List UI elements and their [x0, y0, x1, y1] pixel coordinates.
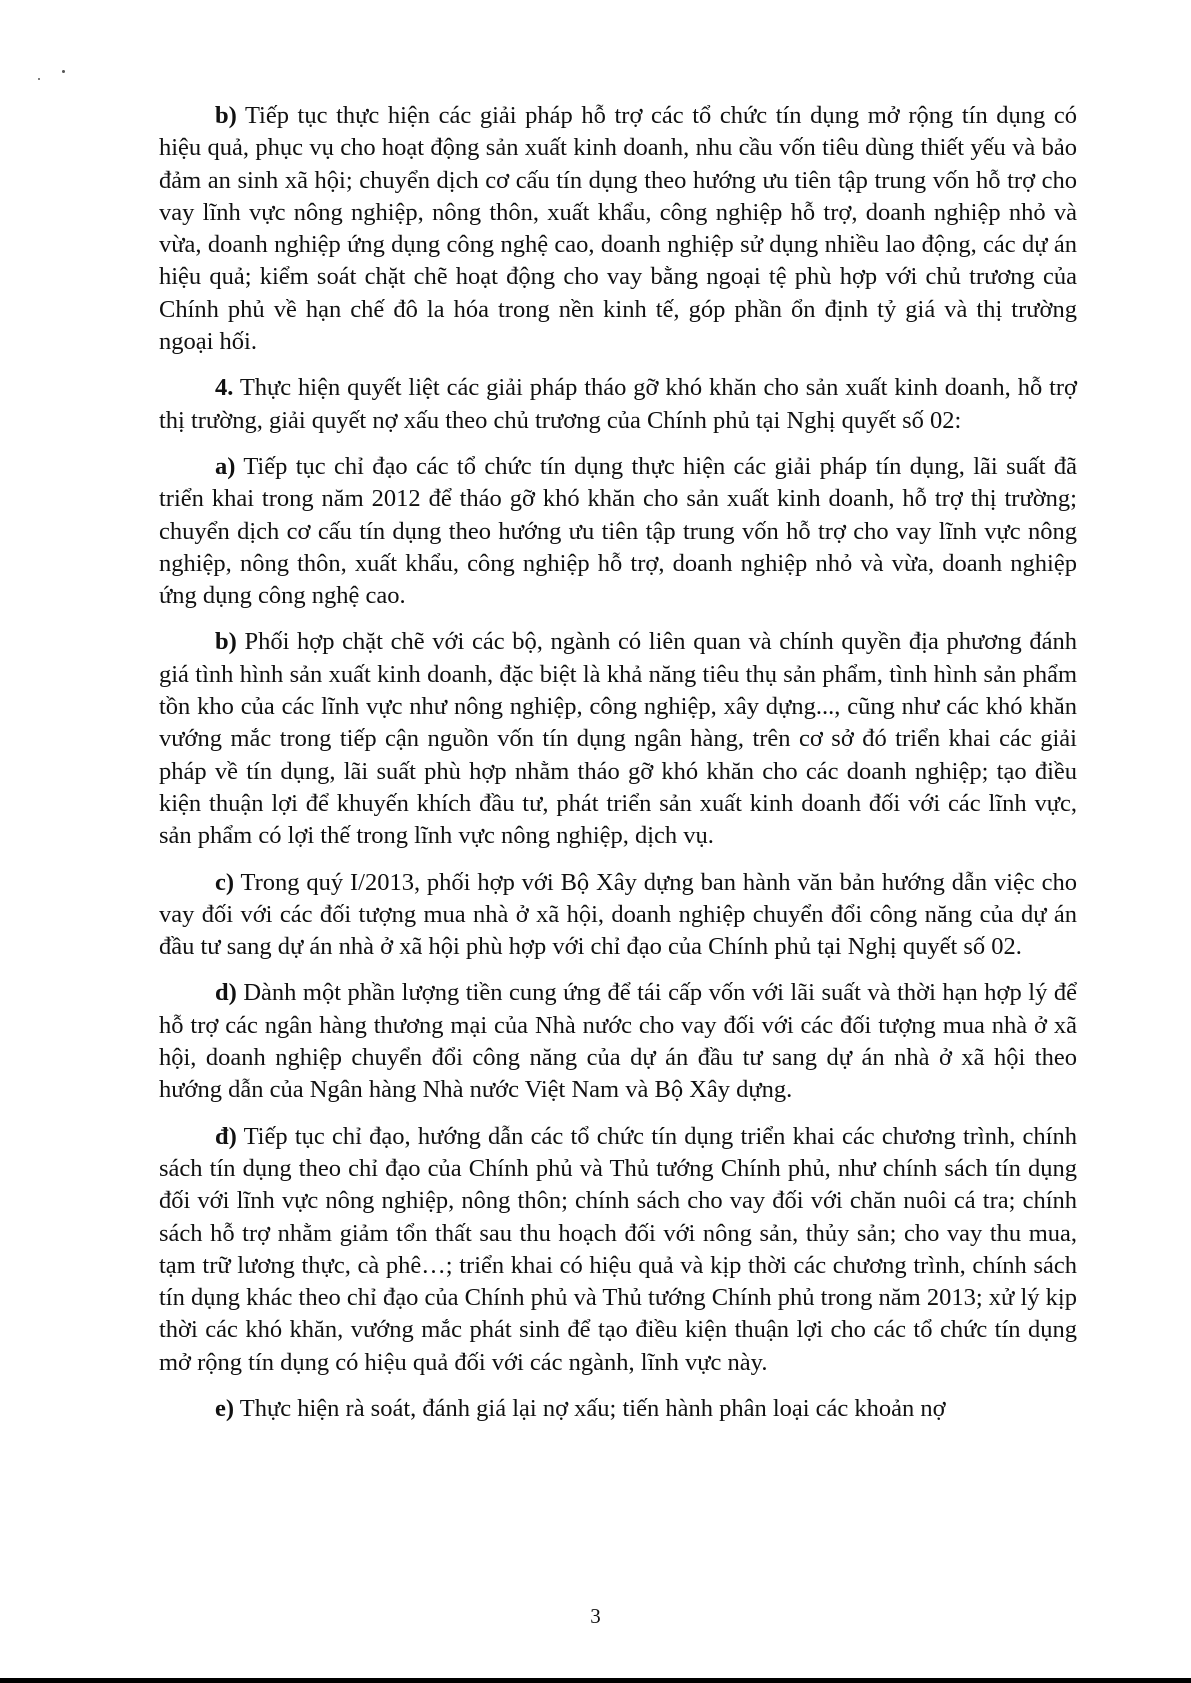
paragraph-4dd [159, 1121, 1077, 1379]
page-number: 3 [590, 1604, 601, 1628]
paragraph-marker: e) [215, 1394, 235, 1422]
paragraph-marker: b) [215, 628, 237, 656]
paragraph-4d [159, 977, 1077, 1106]
scan-speck [62, 70, 65, 73]
paragraph-marker: d) [215, 979, 237, 1007]
paragraph-3b [159, 100, 1077, 358]
paragraph-4c [159, 867, 1077, 964]
paragraph-text: Phối hợp chặt chẽ với các bộ, ngành có liên quan và chính quyền địa phương đánh giá tình hình sản xuất kinh doanh, đặc biệt là khả năng tiêu thụ sản phẩm, tình hình sản phẩm tồn kho của các lĩnh vực như nông nghiệp, công nghiệp, xây dựng..., cũng như các khó khăn vướng mắc trong tiếp cận nguồn vốn tín dụng ngân hàng, trên cơ sở đó triển khai các giải pháp về tín dụng, lãi suất phù hợp nhằm tháo gỡ khó khăn cho các doanh nghiệp; tạo điều kiện thuận lợi để khuyến khích đầu tư, phát triển sản xuất kinh doanh đối với các lĩnh vực, sản phẩm có lợi thế trong lĩnh vực nông nghiệp, dịch vụ. [159, 628, 1077, 850]
paragraph-4e [159, 1393, 1077, 1425]
paragraph-marker: 4. [215, 374, 234, 402]
scan-speck [38, 78, 40, 80]
paragraph-marker: a) [215, 452, 236, 480]
scan-edge-divider [0, 1678, 1191, 1683]
paragraph-text: Tiếp tục chỉ đạo, hướng dẫn các tổ chức tín dụng triển khai các chương trình, chính sách tín dụng theo chỉ đạo của Chính phủ và Thủ tướng Chính phủ, như chính sách tín dụng đối với lĩnh vực nông nghiệp, nông thôn; chính sách cho vay đối với chăn nuôi cá tra; chính sách hỗ trợ nhằm giảm tổn thất sau thu hoạch đối với nông sản, thủy sản; cho vay thu mua, tạm trữ lương thực, cà phê…; triển khai có hiệu quả và kịp thời các chương trình, chính sách tín dụng khác theo chỉ đạo của Chính phủ và Thủ tướng Chính phủ trong năm 2013; xử lý kịp thời các khó khăn, vướng mắc phát sinh để tạo điều kiện thuận lợi cho các tổ chức tín dụng mở rộng tín dụng có hiệu quả đối với các ngành, lĩnh vực này. [159, 1122, 1077, 1376]
paragraph-4a [159, 451, 1077, 612]
paragraph-text: Thực hiện quyết liệt các giải pháp tháo gỡ khó khăn cho sản xuất kinh doanh, hỗ trợ thị trường, giải quyết nợ xấu theo chủ trương của Chính phủ tại Nghị quyết số 02: [159, 374, 1077, 434]
paragraph-4 [159, 372, 1077, 437]
paragraph-text: Tiếp tục chỉ đạo các tổ chức tín dụng thực hiện các giải pháp tín dụng, lãi suất đã triển khai trong năm 2012 để tháo gỡ khó khăn cho sản xuất kinh doanh, hỗ trợ thị trường; chuyển dịch cơ cấu tín dụng theo hướng ưu tiên tập trung vốn hỗ trợ cho vay lĩnh vực nông nghiệp, nông thôn, xuất khẩu, công nghiệp hỗ trợ, doanh nghiệp nhỏ và vừa, doanh nghiệp ứng dụng công nghệ cao. [159, 452, 1077, 610]
paragraph-4b [159, 626, 1077, 852]
paragraph-text: Trong quý I/2013, phối hợp với Bộ Xây dựng ban hành văn bản hướng dẫn việc cho vay đối với các đối tượng mua nhà ở xã hội, doanh nghiệp chuyển đổi công năng của dự án đầu tư sang dự án nhà ở xã hội phù hợp với chỉ đạo của Chính phủ tại Nghị quyết số 02. [159, 868, 1077, 961]
paragraph-marker: đ) [215, 1122, 237, 1150]
document-page [159, 100, 1077, 1439]
paragraph-marker: b) [215, 102, 237, 129]
paragraph-text: Tiếp tục thực hiện các giải pháp hỗ trợ các tổ chức tín dụng mở rộng tín dụng có hiệu quả, phục vụ cho hoạt động sản xuất kinh doanh, nhu cầu vốn tiêu dùng thiết yếu và bảo đảm an sinh xã hội; chuyển dịch cơ cấu tín dụng theo hướng ưu tiên tập trung vốn hỗ trợ cho vay lĩnh vực nông nghiệp, nông thôn, xuất khẩu, công nghiệp hỗ trợ, doanh nghiệp nhỏ và vừa, doanh nghiệp ứng dụng công nghệ cao, doanh nghiệp sử dụng nhiều lao động, các dự án hiệu quả; kiểm soát chặt chẽ hoạt động cho vay bằng ngoại tệ phù hợp với chủ trương của Chính phủ về hạn chế đô la hóa trong nền kinh tế, góp phần ổn định tỷ giá và thị trường ngoại hối. [159, 102, 1077, 356]
paragraph-text: Thực hiện rà soát, đánh giá lại nợ xấu; tiến hành phân loại các khoản nợ [234, 1394, 946, 1422]
paragraph-text: Dành một phần lượng tiền cung ứng để tái cấp vốn với lãi suất và thời hạn hợp lý để hỗ trợ các ngân hàng thương mại của Nhà nước cho vay đối với các đối tượng mua nhà ở xã hội, doanh nghiệp chuyển đổi công năng của dự án đầu tư sang dự án nhà ở xã hội theo hướng dẫn của Ngân hàng Nhà nước Việt Nam và Bộ Xây dựng. [159, 979, 1077, 1104]
paragraph-marker: c) [215, 868, 235, 896]
